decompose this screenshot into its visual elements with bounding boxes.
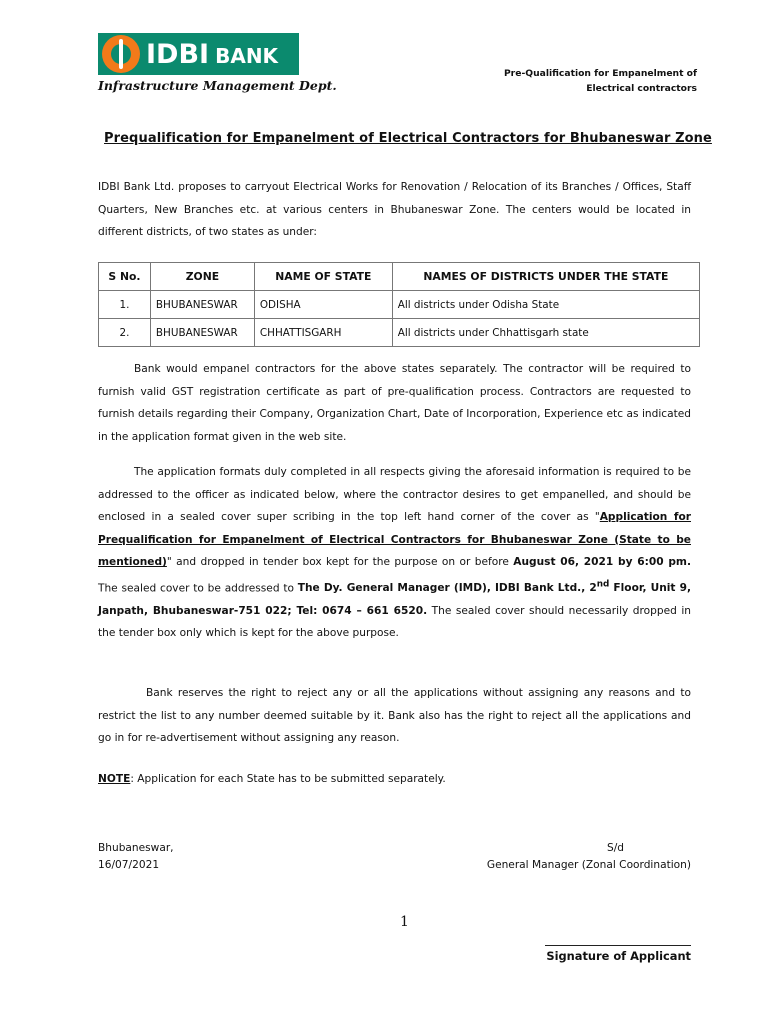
logo-wordmark [146, 39, 278, 70]
designation: General Manager (Zonal Coordination) [486, 859, 691, 871]
submission-text-1: The application formats duly completed in all respects giving the aforesaid information is required to be addressed to the officer as indicated below, where the contractor desires to get empanelled, and should be enclosed in a sealed cover super scribing in the top left hand corner of the cover as " [98, 466, 691, 523]
signatory [487, 840, 691, 874]
table-header-zone: ZONE [150, 263, 254, 291]
idbi-bank-logo [98, 33, 299, 75]
header-right-line1: Pre-Qualification for Empanelment of [503, 68, 697, 79]
address-part-a: The Dy. General Manager (IMD), IDBI Bank Ltd., 2 [297, 582, 597, 595]
header-right-caption [504, 66, 697, 96]
table-cell-zone: BHUBANESWAR [150, 319, 254, 347]
submission-text-3: The sealed cover to be addressed to [98, 582, 298, 595]
table-header-sno: S No. [99, 263, 151, 291]
table-row [99, 319, 700, 347]
address-sup: nd [596, 579, 610, 590]
logo-text-sub: BANK [215, 43, 279, 68]
table-cell-sno: 2. [99, 319, 151, 347]
address-part-b: Floor, Unit 9, Janpath, Bhubaneswar-751 022; Tel: 0674 – 661 6520. [98, 582, 691, 617]
submission-text-4: The sealed cover should necessarily dropped in the tender box only which is kept for the above purpose. [98, 604, 692, 640]
table-header-row [99, 263, 700, 291]
table-cell-state: CHHATTISGARH [254, 319, 392, 347]
note [98, 773, 446, 785]
note-text: : Application for each State has to be submitted separately. [130, 773, 446, 785]
logo-text-main: IDBI [146, 38, 210, 70]
submission-paragraph [98, 461, 691, 645]
place-date [98, 840, 174, 874]
empanel-paragraph: Bank would empanel contractors for the above states separately. The contractor will be required to furnish valid GST registration certificate as part of pre-qualification process. Contractors are requested to furnish details regarding their Company, Organization Chart, Date of Incorporation, Experience etc as indicated in the application format given in the web site. [98, 363, 691, 443]
table-row [99, 291, 700, 319]
table-cell-zone: BHUBANESWAR [150, 291, 254, 319]
signature-label: Signature of Applicant [546, 949, 691, 963]
intro-paragraph: IDBI Bank Ltd. proposes to carryout Electrical Works for Renovation / Relocation of its Branches / Offices, Staff Quarters, New Branches etc. at various centers in Bhubaneswar Zone. The centers would be located in different districts, of two states as under: [98, 181, 691, 238]
reservation-paragraph: Bank reserves the right to reject any or all the applications without assigning any reasons and to restrict the list to any number deemed suitable by it. Bank also has the right to reject all the applications and go in for re-advertisement without assigning any reason. [98, 687, 691, 744]
department-name: Infrastructure Management Dept. [98, 78, 337, 93]
submission-text-2: " and dropped in tender box kept for the purpose on or before [166, 556, 514, 568]
cover-superscription: Application for Prequalification for Empanelment of Electrical Contractors for Bhubaneswar Zone (State to be mentioned) [98, 511, 691, 568]
signature-line [545, 945, 691, 946]
signed-mark: S/d [606, 842, 624, 854]
table-cell-districts: All districts under Chhattisgarh state [392, 319, 699, 347]
page-number: 1 [400, 914, 409, 930]
document-title: Prequalification for Empanelment of Electrical Contractors for Bhubaneswar Zone [104, 131, 712, 146]
zones-table [98, 262, 700, 347]
place: Bhubaneswar, [98, 842, 174, 854]
date: 16/07/2021 [98, 859, 160, 871]
table-cell-state: ODISHA [254, 291, 392, 319]
table-cell-districts: All districts under Odisha State [392, 291, 699, 319]
table-header-state: NAME OF STATE [254, 263, 392, 291]
table-header-districts: NAMES OF DISTRICTS UNDER THE STATE [392, 263, 699, 291]
idbi-emblem-icon [102, 35, 140, 73]
table-cell-sno: 1. [99, 291, 151, 319]
deadline: August 06, 2021 by 6:00 pm. [513, 556, 691, 568]
note-label: NOTE [98, 773, 131, 785]
header-right-line2: Electrical contractors [586, 83, 697, 94]
